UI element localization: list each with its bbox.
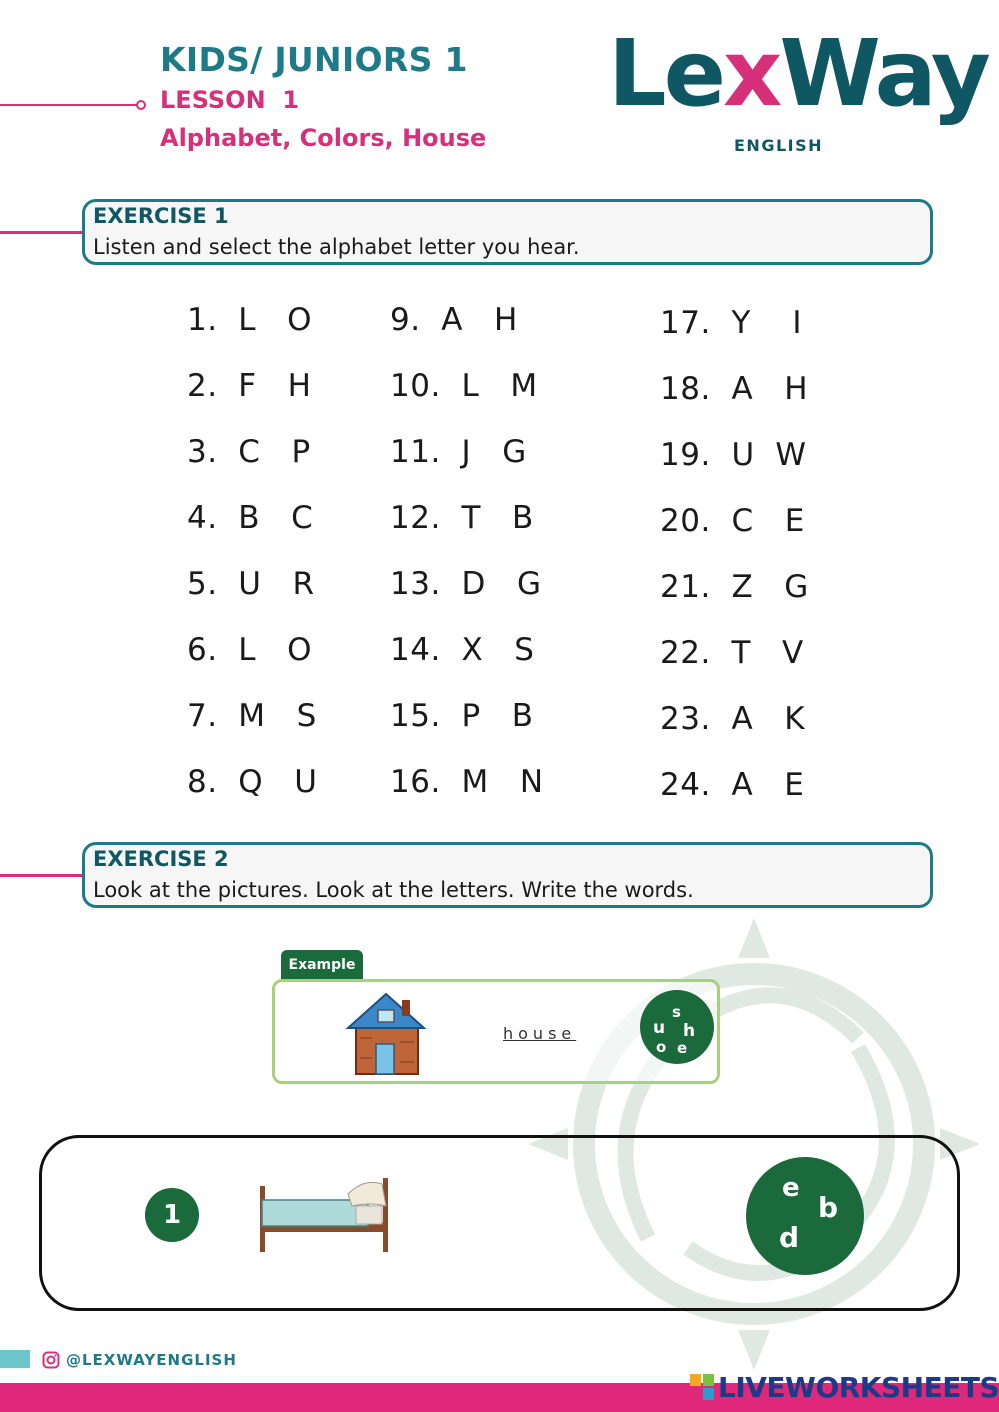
course-title: KIDS/ JUNIORS 1 [160,40,468,79]
letter-o: o [656,1038,667,1056]
bed-icon [256,1172,392,1256]
item-8[interactable]: 8. Q U [187,764,318,800]
header-line [0,104,138,106]
header-line-dot [136,100,146,110]
social-handle[interactable]: @LEXWAYENGLISH [66,1351,237,1369]
exercise-2-title: EXERCISE 2 [93,847,229,871]
item-16[interactable]: 16. M N [390,764,544,800]
liveworksheets-brand[interactable]: LIVEWORKSHEETS [718,1371,999,1404]
item-5[interactable]: 5. U R [187,566,315,602]
item-20[interactable]: 20. C E [660,503,805,539]
exercise-1-instruction: Listen and select the alphabet letter you hear. [93,235,580,259]
question-letter-circle [746,1157,864,1275]
item-19[interactable]: 19. U W [660,437,807,473]
question-number: 1 [145,1188,199,1242]
logo-part-1: Le [608,20,724,127]
item-22[interactable]: 22. T V [660,635,804,671]
logo-part-2: Way [779,20,988,127]
footer-accent [0,1350,30,1368]
exercise-1-line [0,231,84,234]
item-15[interactable]: 15. P B [390,698,534,734]
item-11[interactable]: 11. J G [390,434,527,470]
item-23[interactable]: 23. A K [660,701,806,737]
item-17[interactable]: 17. Y I [660,305,803,341]
item-14[interactable]: 14. X S [390,632,535,668]
logo-x: x [723,20,780,127]
exercise-2-line [0,874,84,877]
lesson-topic: Alphabet, Colors, House [160,124,487,152]
exercise-2-instruction: Look at the pictures. Look at the letters. Write the words. [93,878,694,902]
letter-e: e [782,1173,800,1203]
item-10[interactable]: 10. L M [390,368,538,404]
item-4[interactable]: 4. B C [187,500,314,536]
item-7[interactable]: 7. M S [187,698,317,734]
item-18[interactable]: 18. A H [660,371,809,407]
example-answer: house [503,1024,577,1043]
letter-u: u [653,1018,666,1038]
item-13[interactable]: 13. D G [390,566,542,602]
liveworksheets-logo-icon [690,1374,714,1400]
item-21[interactable]: 21. Z G [660,569,809,605]
example-letter-circle [640,990,714,1064]
lesson-label: LESSON 1 [160,86,300,114]
item-3[interactable]: 3. C P [187,434,311,470]
letter-s: s [672,1003,681,1021]
example-tab: Example [281,950,363,980]
letter-h: h [683,1021,696,1041]
item-6[interactable]: 6. L O [187,632,313,668]
item-2[interactable]: 2. F H [187,368,312,404]
logo-subtitle: ENGLISH [734,136,824,155]
item-9[interactable]: 9. A H [390,302,518,338]
exercise-1-title: EXERCISE 1 [93,204,229,228]
letter-b: b [818,1191,839,1224]
letter-e: e [677,1039,688,1057]
item-1[interactable]: 1. L O [187,302,313,338]
instagram-icon [42,1351,60,1369]
house-icon [344,990,428,1076]
item-24[interactable]: 24. A E [660,767,805,803]
item-12[interactable]: 12. T B [390,500,534,536]
letter-d: d [779,1221,800,1254]
lexway-logo [608,20,988,127]
